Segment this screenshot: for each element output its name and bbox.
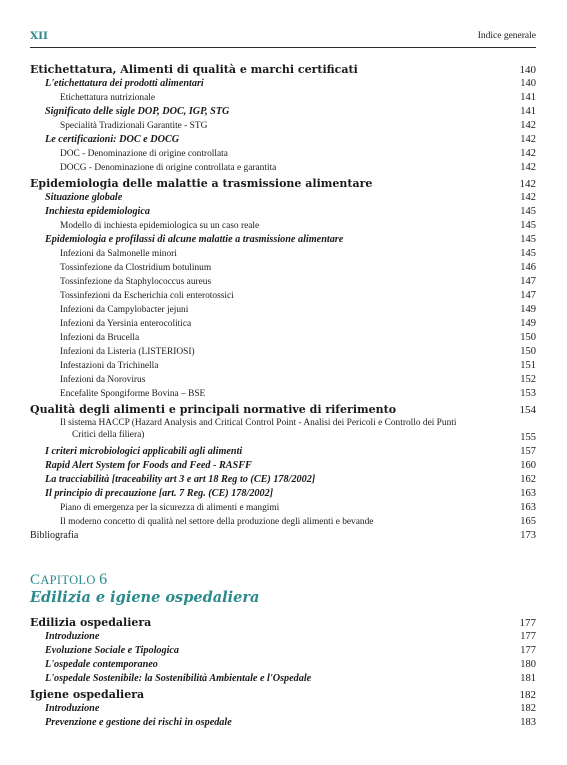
toc-entry[interactable] — [30, 133, 536, 147]
toc-entry-page: 181 — [520, 673, 536, 684]
toc-entry[interactable] — [30, 672, 536, 686]
toc-entry[interactable] — [30, 487, 536, 501]
toc-section-chapter-6 — [30, 616, 536, 730]
toc-entry-title: Introduzione — [45, 703, 100, 714]
toc-entry-page: 142 — [520, 120, 536, 131]
toc-entry-title: L'ospedale contemporaneo — [45, 659, 158, 670]
toc-entry[interactable] — [30, 417, 536, 445]
toc-entry[interactable] — [30, 331, 536, 345]
toc-entry-title: Qualità degli alimenti e principali normative di riferimento — [30, 403, 397, 416]
toc-entry[interactable] — [30, 317, 536, 331]
toc-entry-page: 151 — [520, 360, 536, 371]
toc-entry-page: 150 — [520, 346, 536, 357]
toc-entry-title: Modello di inchiesta epidemiologica su un caso reale — [60, 221, 260, 231]
toc-entry[interactable] — [30, 716, 536, 730]
page-number: XII — [30, 30, 48, 42]
toc-entry[interactable] — [30, 630, 536, 644]
toc-entry-page: 173 — [520, 530, 536, 541]
toc-entry-page: 180 — [520, 659, 536, 670]
toc-entry-page: 177 — [520, 631, 536, 642]
toc-entry-title: Encefalite Spongiforme Bovina – BSE — [60, 389, 206, 399]
toc-entry[interactable] — [30, 105, 536, 119]
toc-entry-page: 145 — [520, 234, 536, 245]
toc-entry[interactable] — [30, 644, 536, 658]
toc-entry[interactable] — [30, 233, 536, 247]
toc-entry-title: Etichettatura, Alimenti di qualità e marchi certificati — [30, 63, 358, 76]
toc-entry-title: Tossinfezioni da Escherichia coli enterotossici — [60, 291, 234, 301]
toc-entry[interactable] — [30, 345, 536, 359]
toc-entry-page: 145 — [520, 248, 536, 259]
toc-entry-page: 142 — [520, 162, 536, 173]
toc-entry[interactable] — [30, 191, 536, 205]
toc-entry-page: 146 — [520, 262, 536, 273]
toc-entry-title: Infezioni da Campylobacter jejuni — [60, 305, 189, 315]
toc-entry[interactable] — [30, 247, 536, 261]
toc-entry-page: 182 — [519, 689, 536, 701]
toc-entry-title: Tossinfezione da Staphylococcus aureus — [60, 277, 212, 287]
toc-entry-page: 142 — [520, 192, 536, 203]
toc-entry-page: 152 — [520, 374, 536, 385]
toc-entry-title: Infezioni da Listeria (LISTERIOSI) — [60, 347, 195, 357]
toc-entry-title: DOCG - Denominazione di origine controllata e garantita — [60, 163, 277, 173]
toc-entry[interactable] — [30, 119, 536, 133]
toc-entry-title: Il moderno concetto di qualità nel settore della produzione degli alimenti e bevande — [60, 517, 374, 527]
toc-entry-page: 160 — [520, 460, 536, 471]
toc-entry-page: 145 — [520, 206, 536, 217]
toc-entry-title: Introduzione — [45, 631, 100, 642]
toc-entry-page: 163 — [520, 502, 536, 513]
toc-entry[interactable] — [30, 177, 536, 191]
toc-entry[interactable] — [30, 373, 536, 387]
toc-entry-page: 149 — [520, 304, 536, 315]
toc-entry[interactable] — [30, 205, 536, 219]
toc-entry-page: 142 — [520, 134, 536, 145]
toc-entry-title: Epidemiologia delle malattie a trasmissione alimentare — [30, 177, 373, 190]
toc-entry-title: Situazione globale — [45, 192, 123, 203]
toc-entry-page: 177 — [520, 645, 536, 656]
toc-entry-title: DOC - Denominazione di origine controllata — [60, 149, 228, 159]
toc-entry-title: Etichettatura nutrizionale — [60, 93, 156, 103]
toc-entry[interactable] — [30, 63, 536, 77]
toc-entry-title: Specialità Tradizionali Garantite - STG — [60, 121, 208, 131]
toc-entry[interactable] — [30, 501, 536, 515]
toc-entry[interactable] — [30, 515, 536, 529]
toc-entry[interactable] — [30, 303, 536, 317]
page-header — [30, 29, 536, 48]
toc-entry-title: Infezioni da Brucella — [60, 333, 140, 343]
toc-entry-page: 141 — [520, 92, 536, 103]
toc-entry-page: 154 — [519, 404, 536, 416]
toc-entry[interactable] — [30, 616, 536, 630]
toc-entry-title: Il principio di precauzione [art. 7 Reg. (CE) 178/2002] — [45, 488, 274, 499]
toc-entry[interactable] — [30, 275, 536, 289]
toc-entry-title: Tossinfezione da Clostridium botulinum — [60, 263, 212, 273]
toc-entry[interactable] — [30, 702, 536, 716]
toc-entry-title: Significato delle sigle DOP, DOC, IGP, STG — [45, 106, 230, 117]
toc-entry[interactable] — [30, 219, 536, 233]
chapter-number: 6 — [99, 571, 108, 588]
toc-entry[interactable] — [30, 91, 536, 105]
toc-entry[interactable] — [30, 147, 536, 161]
toc-entry-title: Piano di emergenza per la sicurezza di alimenti e mangimi — [60, 503, 280, 513]
toc-entry-page: 140 — [520, 78, 536, 89]
toc-entry-page: 141 — [520, 106, 536, 117]
toc-entry-page: 177 — [519, 617, 536, 629]
toc-entry-title: Evoluzione Sociale e Tipologica — [45, 645, 180, 656]
toc-entry-title: I criteri microbiologici applicabili agli alimenti — [45, 446, 243, 457]
toc-entry[interactable] — [30, 459, 536, 473]
toc-entry[interactable] — [30, 688, 536, 702]
toc-section-chapter-5 — [30, 63, 536, 543]
chapter-label: CAPITOLO 6 — [30, 571, 108, 588]
toc-entry-page: 140 — [519, 64, 536, 76]
toc-entry[interactable] — [30, 445, 536, 459]
running-title: Indice generale — [477, 31, 536, 41]
toc-entry-page: 153 — [520, 388, 536, 399]
toc-entry-page: 157 — [520, 446, 536, 457]
toc-entry[interactable] — [30, 658, 536, 672]
toc-entry-page: 182 — [520, 703, 536, 714]
toc-entry-title: Bibliografia — [30, 530, 79, 541]
toc-entry[interactable] — [30, 387, 536, 401]
toc-entry-title: La tracciabilità [traceability art 3 e art 18 Reg to (CE) 178/2002] — [45, 474, 316, 485]
toc-entry[interactable] — [30, 261, 536, 275]
chapter-title: Edilizia e igiene ospedaliera — [30, 589, 260, 606]
toc-entry-title: Le certificazioni: DOC e DOCG — [45, 134, 180, 145]
toc-entry-title: L'etichettatura dei prodotti alimentari — [45, 78, 204, 89]
toc-entry-title: Prevenzione e gestione dei rischi in ospedale — [45, 717, 232, 728]
toc-entry-title: Infestazioni da Trichinella — [60, 361, 159, 371]
toc-entry-page: 147 — [520, 276, 536, 287]
toc-entry-page: 142 — [519, 178, 536, 190]
toc-entry-title: Infezioni da Norovirus — [60, 375, 146, 385]
toc-entry-page: 149 — [520, 318, 536, 329]
toc-entry-title: Igiene ospedaliera — [30, 688, 145, 701]
toc-entry-title: Edilizia ospedaliera — [30, 616, 152, 629]
toc-entry[interactable] — [30, 529, 536, 543]
chapter-heading — [30, 571, 536, 606]
toc-entry-page: 142 — [520, 148, 536, 159]
toc-entry-title: Inchiesta epidemiologica — [45, 206, 150, 217]
toc-entry-page: 155 — [520, 432, 536, 443]
toc-entry-page: 150 — [520, 332, 536, 343]
toc-entry[interactable] — [30, 403, 536, 417]
toc-entry-page: 163 — [520, 488, 536, 499]
toc-entry-title: Infezioni da Yersinia enterocolitica — [60, 319, 192, 329]
toc-entry[interactable] — [30, 473, 536, 487]
toc-entry-page: 147 — [520, 290, 536, 301]
toc-entry-title: Rapid Alert System for Foods and Feed - RASFF — [45, 460, 252, 471]
toc-entry-page: 162 — [520, 474, 536, 485]
toc-entry-title: Infezioni da Salmonelle minori — [60, 249, 177, 259]
toc-entry[interactable] — [30, 161, 536, 175]
toc-entry-title: Epidemiologia e profilassi di alcune malattie a trasmissione alimentare — [45, 234, 344, 245]
toc-entry-page: 183 — [520, 717, 536, 728]
toc-entry-page: 145 — [520, 220, 536, 231]
toc-entry[interactable] — [30, 77, 536, 91]
toc-entry[interactable] — [30, 289, 536, 303]
toc-entry-page: 165 — [520, 516, 536, 527]
toc-entry-title: Il sistema HACCP (Hazard Analysis and Critical Control Point - Analisi dei Pericoli e Controllo dei Punti Critici della filiera) — [60, 418, 457, 440]
toc-entry-title: L'ospedale Sostenibile: la Sostenibilità Ambientale e l'Ospedale — [45, 673, 312, 684]
toc-entry[interactable] — [30, 359, 536, 373]
